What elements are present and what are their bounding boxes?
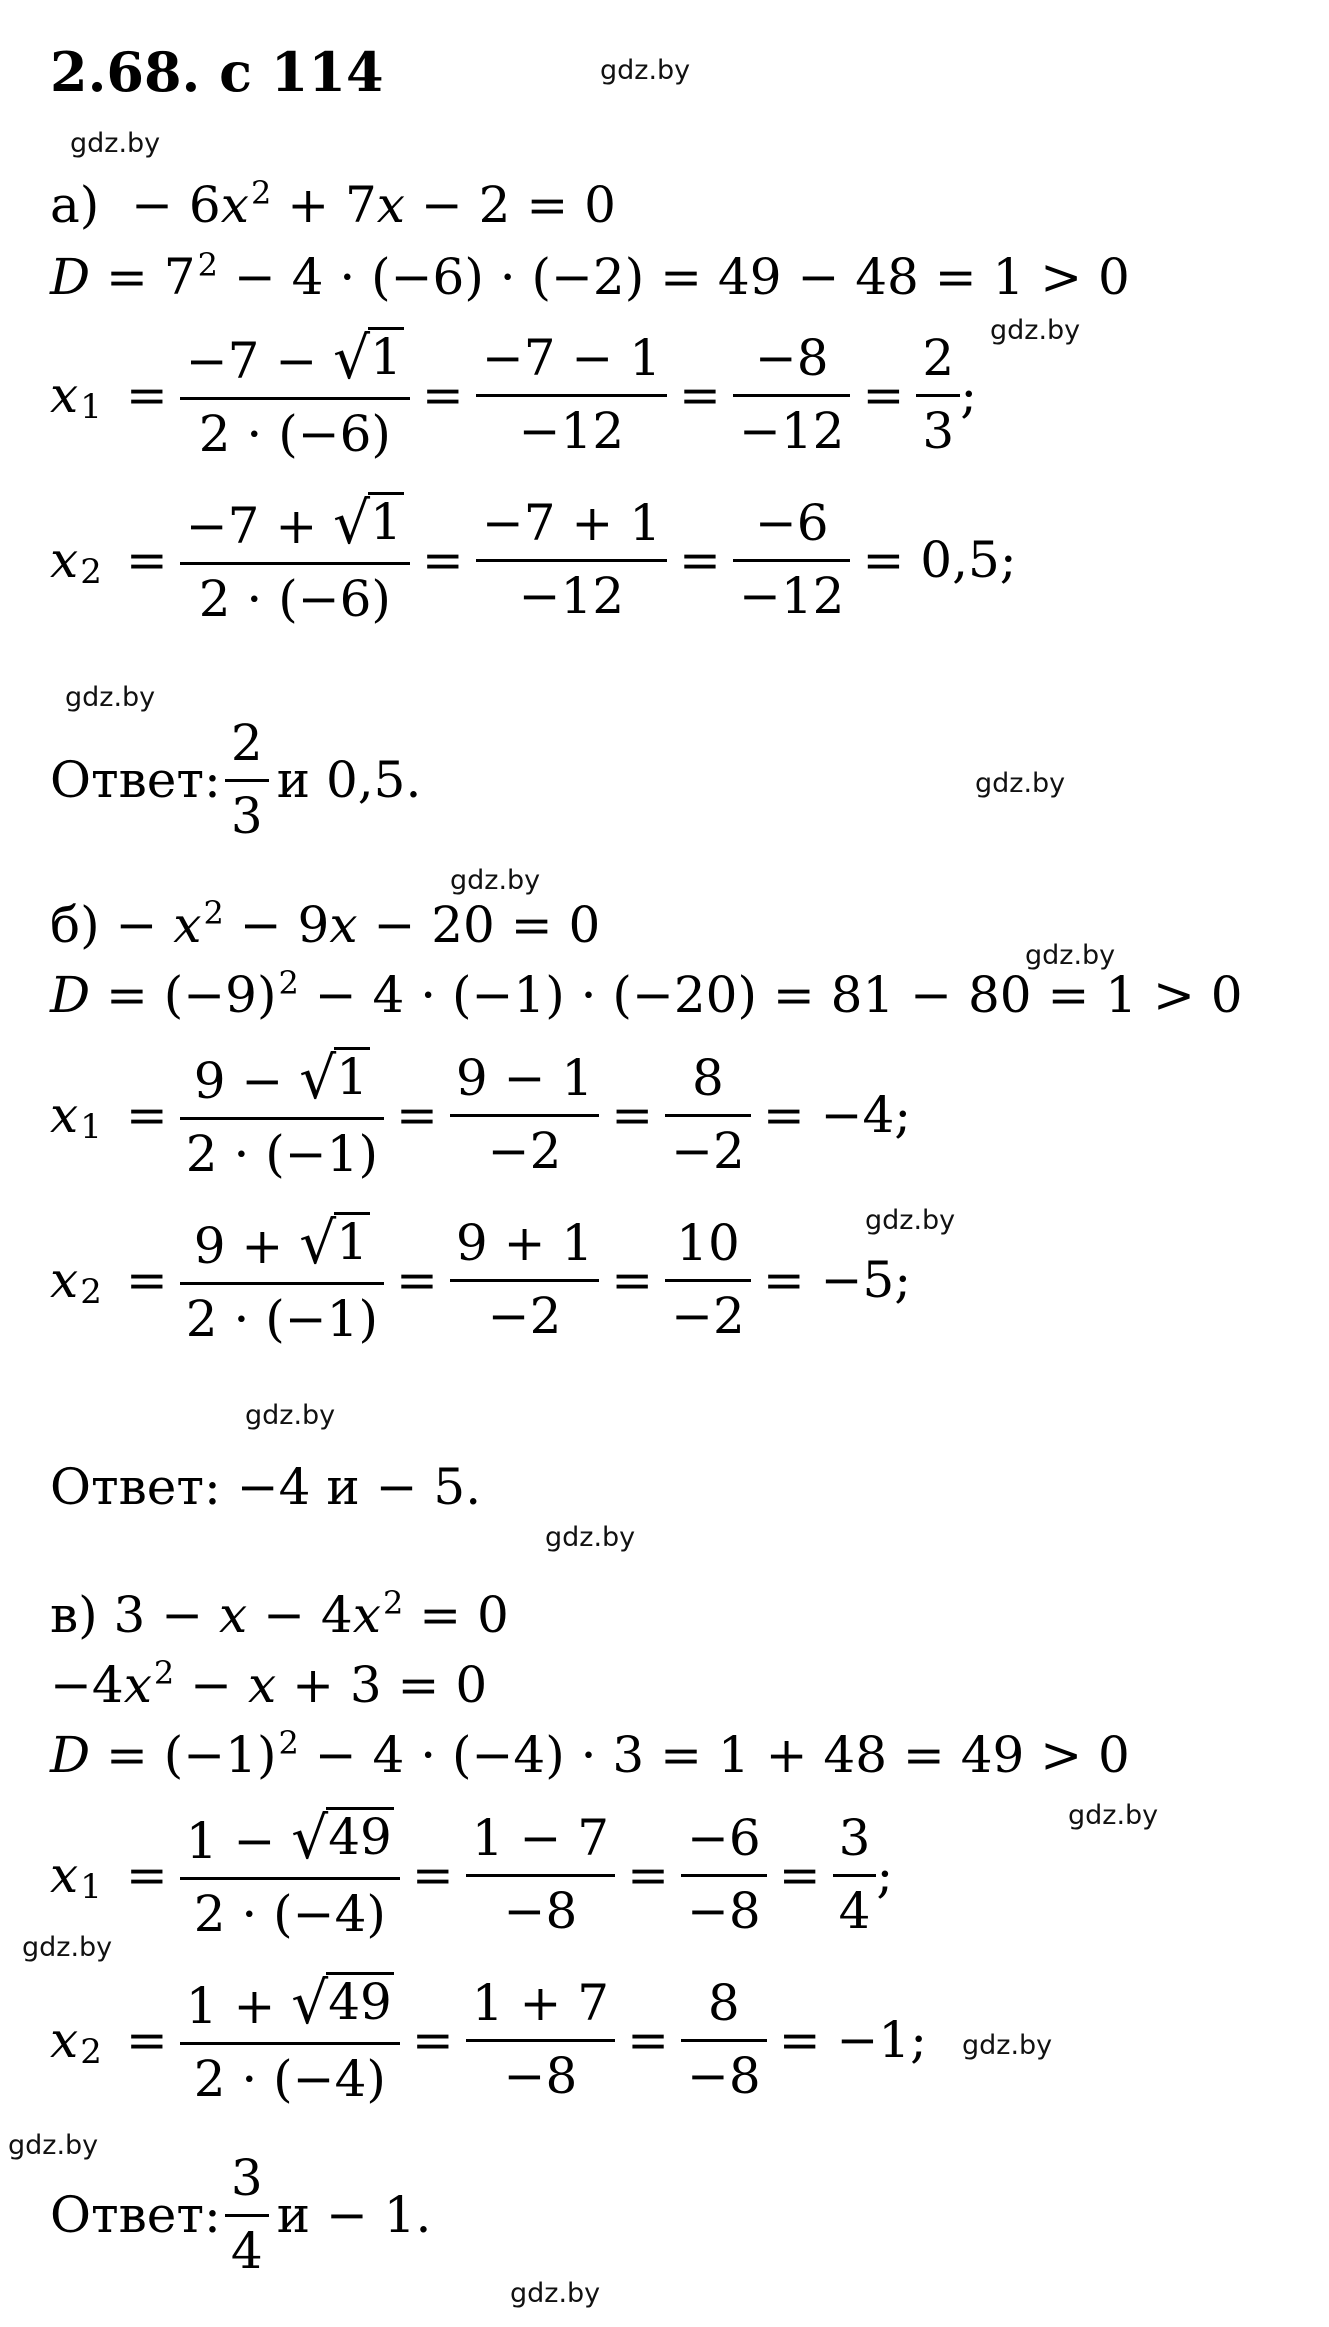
- fraction: 1 − √ 49 2 · (−4): [180, 1807, 400, 1943]
- root-x1-line: x $_1$ = 1 − √ 49 2 · (−4) = $\frac{1 - 7}{-8}$ = $\frac{-6}{-8}$ = $\frac{3}{4}$ ;: [50, 1804, 894, 1943]
- fraction: $\frac{9 - 1}{-2}$: [450, 1050, 599, 1180]
- sqrt: √ 49: [291, 1969, 392, 2037]
- watermark: gdz.by: [65, 682, 156, 713]
- discriminant-line: $D = (-9)^2 - 4 \cdot (-1) \cdot (-20) = 81 - 80 = 1 > 0$: [50, 964, 1243, 1024]
- equation-line: в) $3 - x - 4x^2 = 0$: [50, 1584, 509, 1644]
- fraction: $\frac{3}{4}$: [833, 1810, 877, 1940]
- fraction: $\frac{-7 - 1}{-12}$: [476, 330, 667, 460]
- root-x1-line: x $_1$ = −7 − √ 1 2 · (−6) = $\frac{-7 - 1}{-12}$ = $\frac{-8}{-12}$ = $\frac{2}{3}$ ;: [50, 324, 978, 463]
- part-label: а): [50, 176, 100, 234]
- root-x2-line: x $_2$ = 1 + √ 49 2 · (−4) = $\frac{1 + 7}{-8}$ = $\frac{8}{-8}$ = −1;: [50, 1969, 928, 2108]
- fraction: $\frac{2}{3}$: [225, 715, 269, 845]
- watermark: gdz.by: [962, 2030, 1053, 2061]
- watermark: gdz.by: [990, 315, 1081, 346]
- fraction: −7 + √ 1 2 · (−6): [180, 492, 410, 628]
- root-x1-line: x $_1$ = 9 − √ 1 2 · (−1) = $\frac{9 - 1}{-2}$ = $\frac{8}{-2}$ = −4;: [50, 1044, 912, 1183]
- watermark: gdz.by: [975, 768, 1066, 799]
- discriminant-line: $D = (-1)^2 - 4 \cdot (-4) \cdot 3 = 1 + 48 = 49 > 0$: [50, 1724, 1130, 1784]
- watermark: gdz.by: [1025, 940, 1116, 971]
- fraction: $\frac{10}{-2}$: [665, 1215, 751, 1345]
- page-title: 2.68. с 114: [50, 40, 384, 104]
- equation-line: $б) - x^2 - 9x - 20 = 0$: [50, 894, 601, 954]
- fraction: $\frac{-6}{-8}$: [681, 1810, 767, 1940]
- fraction: $\frac{2}{3}$: [916, 330, 960, 460]
- fraction: $\frac{1 - 7}{-8}$: [466, 1810, 615, 1940]
- fraction: −7 − √ 1 2 · (−6): [180, 327, 410, 463]
- sqrt: √ 49: [291, 1804, 392, 1872]
- watermark: gdz.by: [1068, 1800, 1159, 1831]
- answer-line: Ответ: $\frac{2}{3}$ и 0,5.: [50, 714, 422, 845]
- equation-line: $-4x^2 - x + 3 = 0$: [50, 1654, 488, 1714]
- sqrt: √ 1: [299, 1209, 368, 1277]
- answer-line: Ответ: $\frac{3}{4}$ и − 1.: [50, 2149, 432, 2280]
- watermark: gdz.by: [8, 2130, 99, 2161]
- watermark: gdz.by: [22, 1932, 113, 1963]
- fraction: $\frac{-6}{-12}$: [733, 495, 851, 625]
- watermark: gdz.by: [865, 1205, 956, 1236]
- watermark: gdz.by: [245, 1400, 336, 1431]
- answer-line: Ответ: −4 и − 5.: [50, 1458, 482, 1516]
- fraction: 9 + √ 1 2 · (−1): [180, 1212, 384, 1348]
- fraction: $\frac{-7 + 1}{-12}$: [476, 495, 667, 625]
- fraction: $\frac{-8}{-12}$: [733, 330, 851, 460]
- fraction: 1 + √ 49 2 · (−4): [180, 1972, 400, 2108]
- part-label: в): [50, 1586, 98, 1644]
- sqrt: √ 1: [333, 489, 402, 557]
- discriminant-line: $D = 7^2 - 4 \cdot (-6) \cdot (-2) = 49 - 48 = 1 > 0$: [50, 246, 1130, 306]
- equation-text: − $6x^2 + 7x - 2 = 0$: [115, 174, 616, 234]
- watermark: gdz.by: [545, 1522, 636, 1553]
- equation-line: [50, 174, 616, 234]
- sqrt: √ 1: [333, 324, 402, 392]
- watermark: gdz.by: [600, 55, 691, 86]
- root-x2-line: x $_2$ = −7 + √ 1 2 · (−6) = $\frac{-7 + 1}{-12}$ = $\frac{-6}{-12}$ = 0,5;: [50, 489, 1017, 628]
- sqrt: √ 1: [299, 1044, 368, 1112]
- fraction: $\frac{9 + 1}{-2}$: [450, 1215, 599, 1345]
- fraction: $\frac{1 + 7}{-8}$: [466, 1975, 615, 2105]
- fraction: $\frac{3}{4}$: [225, 2150, 269, 2280]
- fraction: $\frac{8}{-8}$: [681, 1975, 767, 2105]
- fraction: $\frac{8}{-2}$: [665, 1050, 751, 1180]
- fraction: 9 − √ 1 2 · (−1): [180, 1047, 384, 1183]
- watermark: gdz.by: [450, 865, 541, 896]
- watermark: gdz.by: [70, 128, 161, 159]
- watermark: gdz.by: [510, 2278, 601, 2309]
- root-x2-line: x $_2$ = 9 + √ 1 2 · (−1) = $\frac{9 + 1}{-2}$ = $\frac{10}{-2}$ = −5;: [50, 1209, 912, 1348]
- part-label: б): [50, 896, 100, 954]
